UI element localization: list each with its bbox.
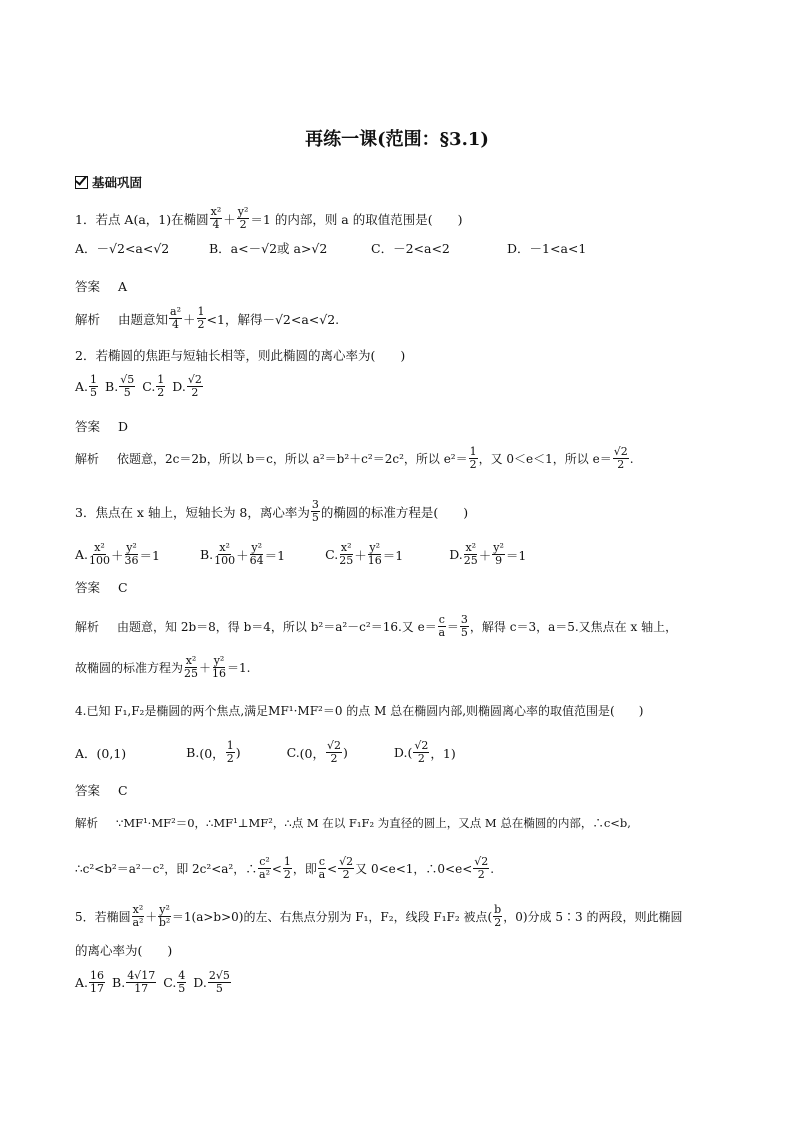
option-a[interactable]: A. (75, 547, 89, 562)
option-a[interactable]: A．－√2<a<√2 (75, 241, 170, 256)
option-c[interactable]: C. (163, 975, 177, 990)
question-4-options: A．(0,1) B. (0， $\frac{1}{2}$ ) C. (0， $\frac{√2}{2}$ ) D. ( $\frac{√2}{2}$ ，1) (75, 739, 456, 765)
question-3-stem: 3．焦点在 x 轴上，短轴长为 8，离心率为 $\frac{3}{5}$ 的椭圆的标准方程是( ) (75, 498, 469, 524)
option-b[interactable]: B．a<－√2或 a>√2 (209, 241, 328, 256)
option-b[interactable]: B. (105, 379, 119, 394)
option-d[interactable]: D. (172, 379, 186, 394)
question-1-analysis: 解析 由题意知 $\frac{\text{a²}}{4}$ ＋ $\frac{1}{2}$ <1，解得－√2<a<√2. (75, 305, 340, 331)
question-2-options: A. $\frac{1}{5}$ B. $\frac{√5}{5}$ C. $\frac{1}{2}$ D. $\frac{√2}{2}$ (75, 373, 202, 399)
question-1-answer: 答案 A (75, 278, 128, 294)
option-c[interactable]: C．－2<a<2 (371, 241, 450, 256)
page-title: 再练一课(范围：§3.1) (305, 129, 489, 150)
option-b[interactable]: B. (112, 975, 126, 990)
question-5-options: A. $\frac{16}{17}$ B. $\frac{4√17}{17}$ C. $\frac{4}{5}$ D. $\frac{2√5}{5}$ (75, 969, 230, 995)
question-3-analysis: 解析 由题意，知 2b＝8，得 b＝4，所以 b²＝a²－c²＝16.又 e＝ $\frac{c}{a}$ ＝ $\frac{3}{5}$ ，解得 c＝3，a＝5.又焦点在 x 轴上， (75, 613, 678, 639)
question-4-analysis: 解析 ∵MF¹·MF²＝0，∴MF¹⊥MF²，∴点 M 在以 F₁F₂ 为直径的圆上，又点 M 总在椭圆的内部，∴c<b, (75, 816, 631, 830)
fraction: $\frac{\text{y²}}{2}$ (237, 205, 249, 231)
section-heading (75, 173, 142, 191)
question-3-analysis-cont: 故椭圆的标准方程为 $\frac{\text{x²}}{25}$ ＋ $\frac{\text{y²}}{16}$ ＝1. (75, 654, 251, 680)
option-c[interactable]: C. (286, 745, 300, 760)
fraction: $\frac{\text{x²}}{4}$ (210, 205, 222, 231)
question-2-analysis: 解析 依题意，2c＝2b，所以 b＝c，所以 a²＝b²＋c²＝2c²，所以 e²＝ $\frac{1}{2}$ ，又 0＜e＜1，所以 e＝ $\frac{√2}{2}$ . (75, 445, 634, 471)
question-5-stem-cont: 的离心率为( ) (75, 943, 173, 958)
question-3-options: A. $\frac{\text{x²}}{100}$ ＋ $\frac{\text{y²}}{36}$ ＝1 B. $\frac{\text{x²}}{100}$ ＋ $\frac{\text{y²}}{64}$ ＝1 C. $\frac{\text{x²}}{25}$ ＋ $\frac{\text{y²}}{16}$ ＝1 D. $\frac{\text{x²}}{25}$ ＋ $\frac{\text{y²}}{9}$ ＝1 (75, 541, 527, 567)
option-a[interactable]: A. (75, 975, 89, 990)
option-c[interactable]: C. (142, 379, 156, 394)
checkbox-icon (75, 176, 88, 189)
option-a[interactable]: A. (75, 379, 89, 394)
question-1-stem: 1．若点 A(a，1)在椭圆 $\frac{\text{x²}}{4}$ ＋ $\frac{\text{y²}}{2}$ ＝1 的内部，则 a 的取值范围是( ) (75, 205, 463, 231)
fraction: $\frac{\text{a²}}{4}$ (170, 305, 181, 331)
section-label: 基础巩固 (92, 175, 143, 190)
option-d[interactable]: D．－1<a<1 (507, 241, 587, 256)
fraction: $\frac{1}{2}$ (197, 305, 205, 331)
question-5-stem: 5．若椭圆 $\frac{\text{x²}}{\text{a²}}$ ＋ $\frac{\text{y²}}{\text{b²}}$ ＝1(a>b>0)的左、右焦点分别为 F₁，F₂，线段 F₁F₂ 被点 ( $\frac{b}{2}$ ，0) 分成 5∶3 的两段，则此椭圆 (75, 903, 683, 929)
option-b[interactable]: B. (199, 547, 214, 562)
question-3-answer: 答案 C (75, 579, 128, 595)
question-4-answer: 答案 C (75, 782, 128, 798)
option-a[interactable]: A．(0,1) (75, 745, 127, 761)
question-2-stem: 2．若椭圆的焦距与短轴长相等，则此椭圆的离心率为( ) (75, 348, 406, 363)
question-4-stem: 4.已知 F₁,F₂是椭圆的两个焦点,满足MF¹·MF²＝0 的点 M 总在椭圆内部,则椭圆离心率的取值范围是( ) (75, 704, 644, 718)
option-d[interactable]: D. (393, 745, 408, 760)
option-c[interactable]: C. (325, 547, 339, 562)
option-d[interactable]: D. (193, 975, 207, 990)
option-b[interactable]: B. (186, 745, 200, 760)
option-d[interactable]: D. (449, 547, 463, 562)
question-2-answer: 答案 D (75, 418, 129, 434)
question-4-analysis-cont: ∴c²<b²＝a²－c²，即 2c²<a²，∴ $\frac{\text{c²}}{\text{a²}}$ < $\frac{1}{2}$ ，即 $\frac{c}{a}$ < $\frac{√2}{2}$ 又 0<e<1，∴0<e< $\frac{√2}{2}$ . (75, 855, 495, 881)
